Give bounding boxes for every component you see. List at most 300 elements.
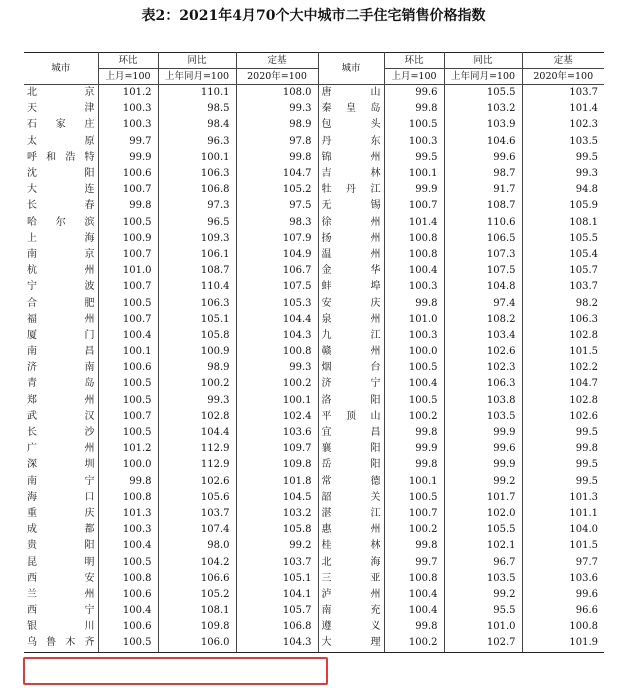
yoy-value-right: 108.2: [444, 312, 522, 328]
mom-value-right: 101.0: [384, 312, 444, 328]
mom-value-left: 100.6: [98, 619, 158, 635]
mom-value-right: 100.5: [384, 360, 444, 376]
yoy-value-left: 97.3: [158, 198, 236, 214]
city-name-right: 遵 义: [318, 619, 384, 635]
fixed-value-left: 104.3: [236, 328, 318, 344]
fixed-value-left: 98.9: [236, 117, 318, 133]
mom-value-left: 100.3: [98, 522, 158, 538]
mom-value-left: 100.8: [98, 571, 158, 587]
header-mom-base-right: 上月=100: [384, 69, 444, 85]
yoy-value-left: 106.6: [158, 571, 236, 587]
city-name-left: 石家庄: [24, 117, 98, 133]
fixed-value-right: 102.6: [569, 410, 598, 422]
table-row: [24, 312, 604, 328]
yoy-value-left: 102.6: [158, 474, 236, 490]
fixed-value-left: 103.7: [236, 554, 318, 570]
fixed-value-left: 104.7: [236, 166, 318, 182]
mom-value-left: 99.8: [98, 198, 158, 214]
city-name-right: 烟 台: [318, 360, 384, 376]
fixed-value-left: 104.5: [236, 490, 318, 506]
fixed-value-right: 102.8: [569, 394, 598, 406]
table-body: [24, 85, 604, 653]
yoy-value-right: 103.9: [444, 117, 522, 133]
yoy-value-right: 99.2: [444, 474, 522, 490]
fixed-value-left: 99.3: [236, 360, 318, 376]
table-row: [24, 571, 604, 587]
fixed-value-left: 106.7: [236, 263, 318, 279]
fixed-value-left: 102.4: [236, 409, 318, 425]
mom-value-left: 100.1: [98, 344, 158, 360]
yoy-value-right: 105.5: [444, 522, 522, 538]
yoy-value-right: 103.8: [444, 393, 522, 409]
fixed-value-left: 100.1: [236, 393, 318, 409]
fixed-value-left: 107.9: [236, 231, 318, 247]
mom-value-left: 100.5: [98, 425, 158, 441]
header-yoy-base-left: 上年同月=100: [158, 69, 236, 85]
mom-value-right: 101.4: [384, 215, 444, 231]
city-name-right: 泸 州: [318, 587, 384, 603]
header-yoy-right: 同比: [444, 53, 522, 69]
city-name-right: 岳 阳: [318, 457, 384, 473]
fixed-value-right: 108.1: [569, 216, 598, 228]
fixed-value-left: 104.1: [236, 587, 318, 603]
city-name-left: 南 宁: [24, 474, 98, 490]
yoy-value-left: 106.0: [158, 635, 236, 652]
fixed-value-left: 105.8: [236, 522, 318, 538]
yoy-value-right: 106.5: [444, 231, 522, 247]
city-name-left: 天 津: [24, 101, 98, 117]
city-name-left: 大 连: [24, 182, 98, 198]
fixed-value-right: 94.8: [575, 184, 598, 196]
yoy-value-left: 110.1: [158, 85, 236, 102]
fixed-value-right: 102.2: [569, 362, 598, 374]
fixed-value-right: 104.7: [569, 378, 598, 390]
mom-value-right: 100.7: [384, 506, 444, 522]
fixed-value-right: 103.6: [569, 572, 598, 584]
yoy-value-left: 104.4: [158, 425, 236, 441]
table-row: [24, 117, 604, 133]
fixed-value-left: 109.8: [236, 457, 318, 473]
yoy-value-left: 105.8: [158, 328, 236, 344]
mom-value-left: 101.0: [98, 263, 158, 279]
table-row: [24, 441, 604, 457]
city-name-left: 乌鲁木齐: [24, 635, 98, 652]
city-name-left: 呼和浩特: [24, 150, 98, 166]
mom-value-left: 100.5: [98, 393, 158, 409]
yoy-value-right: 99.2: [444, 587, 522, 603]
table-row: [24, 328, 604, 344]
table-row: [24, 393, 604, 409]
mom-value-left: 99.9: [98, 150, 158, 166]
yoy-value-right: 96.7: [444, 554, 522, 570]
yoy-value-right: 101.0: [444, 619, 522, 635]
fixed-value-left: 105.3: [236, 295, 318, 311]
city-name-left: 武 汉: [24, 409, 98, 425]
mom-value-left: 100.5: [98, 635, 158, 652]
city-name-left: 银 川: [24, 619, 98, 635]
yoy-value-left: 99.3: [158, 393, 236, 409]
city-name-left: 厦 门: [24, 328, 98, 344]
mom-value-left: 100.4: [98, 538, 158, 554]
yoy-value-right: 108.7: [444, 198, 522, 214]
table-row: [24, 587, 604, 603]
highlight-box: [23, 657, 328, 685]
city-name-right: 吉 林: [318, 166, 384, 182]
yoy-value-left: 98.9: [158, 360, 236, 376]
table-row: [24, 506, 604, 522]
city-name-right: 温 州: [318, 247, 384, 263]
city-name-right: 泉 州: [318, 312, 384, 328]
mom-value-left: 100.4: [98, 328, 158, 344]
yoy-value-right: 102.1: [444, 538, 522, 554]
city-name-right: 襄 阳: [318, 441, 384, 457]
table-row: [24, 474, 604, 490]
fixed-value-left: 105.1: [236, 571, 318, 587]
yoy-value-right: 107.3: [444, 247, 522, 263]
fixed-value-right: 96.6: [575, 605, 598, 617]
header-row-top: [24, 53, 604, 69]
yoy-value-left: 100.1: [158, 150, 236, 166]
city-name-right: 桂 林: [318, 538, 384, 554]
mom-value-right: 100.5: [384, 117, 444, 133]
city-name-left: 合 肥: [24, 295, 98, 311]
city-name-left: 郑 州: [24, 393, 98, 409]
fixed-value-left: 99.2: [236, 538, 318, 554]
fixed-value-right: 105.5: [569, 232, 598, 244]
header-mom-left: 环比: [98, 53, 158, 69]
table-row: [24, 295, 604, 311]
header-mom-base-left: 上月=100: [98, 69, 158, 85]
mom-value-left: 100.6: [98, 166, 158, 182]
mom-value-right: 100.5: [384, 490, 444, 506]
mom-value-right: 100.4: [384, 376, 444, 392]
yoy-value-right: 102.7: [444, 635, 522, 652]
yoy-value-left: 106.3: [158, 295, 236, 311]
yoy-value-left: 100.2: [158, 376, 236, 392]
city-name-left: 杭 州: [24, 263, 98, 279]
fixed-value-right: 101.3: [569, 491, 598, 503]
fixed-value-left: 106.8: [236, 619, 318, 635]
yoy-value-left: 107.4: [158, 522, 236, 538]
table-row: [24, 166, 604, 182]
table-row: [24, 490, 604, 506]
mom-value-right: 100.1: [384, 166, 444, 182]
mom-value-left: 100.4: [98, 603, 158, 619]
fixed-value-right: 105.4: [569, 248, 598, 260]
fixed-value-right: 102.3: [569, 119, 598, 131]
city-name-left: 西 宁: [24, 603, 98, 619]
fixed-value-right: 103.7: [569, 87, 598, 99]
fixed-value-right: 100.8: [569, 621, 598, 633]
table-row: [24, 85, 604, 102]
yoy-value-right: 103.2: [444, 101, 522, 117]
mom-value-left: 100.7: [98, 312, 158, 328]
mom-value-right: 100.8: [384, 247, 444, 263]
city-name-left: 太 原: [24, 134, 98, 150]
city-name-left: 海 口: [24, 490, 98, 506]
mom-value-left: 100.5: [98, 554, 158, 570]
table-row: [24, 231, 604, 247]
header-city-left: 城市: [24, 53, 98, 85]
fixed-value-right: 101.1: [569, 507, 598, 519]
mom-value-left: 99.7: [98, 134, 158, 150]
mom-value-right: 99.8: [384, 295, 444, 311]
table-row: [24, 182, 604, 198]
yoy-value-right: 103.5: [444, 409, 522, 425]
city-name-left: 上 海: [24, 231, 98, 247]
fixed-value-right: 105.7: [569, 265, 598, 277]
yoy-value-right: 105.5: [444, 85, 522, 102]
fixed-value-left: 97.5: [236, 198, 318, 214]
city-name-left: 重 庆: [24, 506, 98, 522]
fixed-value-right: 99.5: [575, 427, 598, 439]
mom-value-right: 100.4: [384, 263, 444, 279]
mom-value-left: 100.6: [98, 587, 158, 603]
yoy-value-right: 97.4: [444, 295, 522, 311]
yoy-value-right: 99.6: [444, 441, 522, 457]
fixed-value-right: 99.8: [575, 443, 598, 455]
mom-value-right: 100.2: [384, 522, 444, 538]
fixed-value-right: 97.7: [575, 556, 598, 568]
yoy-value-right: 98.7: [444, 166, 522, 182]
city-name-right: 常 德: [318, 474, 384, 490]
fixed-value-left: 103.6: [236, 425, 318, 441]
city-name-left: 长 沙: [24, 425, 98, 441]
city-name-right: 包 头: [318, 117, 384, 133]
fixed-value-right: 102.8: [569, 329, 598, 341]
city-name-right: 金 华: [318, 263, 384, 279]
yoy-value-left: 105.1: [158, 312, 236, 328]
fixed-value-right: 103.7: [569, 281, 598, 293]
mom-value-left: 101.2: [98, 441, 158, 457]
mom-value-right: 100.0: [384, 344, 444, 360]
header-yoy-left: 同比: [158, 53, 236, 69]
yoy-value-left: 98.5: [158, 101, 236, 117]
header-mom-right: 环比: [384, 53, 444, 69]
mom-value-right: 100.1: [384, 474, 444, 490]
mom-value-right: 99.8: [384, 619, 444, 635]
table-row: [24, 101, 604, 117]
yoy-value-right: 107.5: [444, 263, 522, 279]
mom-value-right: 100.3: [384, 279, 444, 295]
fixed-value-left: 104.9: [236, 247, 318, 263]
mom-value-right: 100.2: [384, 635, 444, 652]
mom-value-left: 100.5: [98, 215, 158, 231]
yoy-value-left: 108.1: [158, 603, 236, 619]
yoy-value-left: 109.8: [158, 619, 236, 635]
table-row: [24, 198, 604, 214]
mom-value-right: 100.2: [384, 409, 444, 425]
table-row: [24, 619, 604, 635]
table-row: [24, 360, 604, 376]
yoy-value-right: 104.6: [444, 134, 522, 150]
yoy-value-left: 102.8: [158, 409, 236, 425]
city-name-left: 宁 波: [24, 279, 98, 295]
fixed-value-left: 101.8: [236, 474, 318, 490]
yoy-value-left: 105.2: [158, 587, 236, 603]
mom-value-right: 99.9: [384, 182, 444, 198]
city-name-right: 牡丹江: [318, 182, 384, 198]
mom-value-right: 100.8: [384, 571, 444, 587]
city-name-left: 长 春: [24, 198, 98, 214]
table-row: [24, 134, 604, 150]
mom-value-right: 99.7: [384, 554, 444, 570]
yoy-value-right: 106.3: [444, 376, 522, 392]
table-row: [24, 603, 604, 619]
fixed-value-right: 99.5: [575, 475, 598, 487]
city-name-right: 蚌 埠: [318, 279, 384, 295]
yoy-value-right: 102.3: [444, 360, 522, 376]
yoy-value-right: 99.9: [444, 457, 522, 473]
yoy-value-left: 106.3: [158, 166, 236, 182]
yoy-value-left: 106.8: [158, 182, 236, 198]
fixed-value-left: 99.3: [236, 101, 318, 117]
city-name-left: 贵 阳: [24, 538, 98, 554]
fixed-value-left: 98.3: [236, 215, 318, 231]
city-name-left: 北 京: [24, 85, 98, 102]
city-name-left: 沈 阳: [24, 166, 98, 182]
table-row: [24, 635, 604, 652]
mom-value-left: 100.7: [98, 409, 158, 425]
fixed-value-right: 98.2: [575, 297, 598, 309]
mom-value-right: 99.8: [384, 425, 444, 441]
yoy-value-left: 104.2: [158, 554, 236, 570]
city-name-left: 南 昌: [24, 344, 98, 360]
header-yoy-base-right: 上年同月=100: [444, 69, 522, 85]
mom-value-right: 100.8: [384, 231, 444, 247]
yoy-value-right: 102.0: [444, 506, 522, 522]
table-row: [24, 554, 604, 570]
mom-value-left: 100.5: [98, 376, 158, 392]
yoy-value-left: 112.9: [158, 441, 236, 457]
fixed-value-right: 101.9: [522, 635, 604, 652]
mom-value-right: 100.3: [384, 134, 444, 150]
yoy-value-left: 106.1: [158, 247, 236, 263]
fixed-value-right: 99.6: [575, 588, 598, 600]
mom-value-left: 100.9: [98, 231, 158, 247]
table-row: [24, 376, 604, 392]
yoy-value-left: 109.3: [158, 231, 236, 247]
header-city-right: 城市: [318, 53, 384, 85]
city-name-left: 济 南: [24, 360, 98, 376]
mom-value-right: 100.3: [384, 328, 444, 344]
yoy-value-left: 112.9: [158, 457, 236, 473]
table-row: [24, 344, 604, 360]
fixed-value-right: 99.3: [575, 168, 598, 180]
yoy-value-right: 103.5: [444, 571, 522, 587]
mom-value-right: 100.4: [384, 603, 444, 619]
table-row: [24, 279, 604, 295]
table-row: [24, 425, 604, 441]
fixed-value-right: 104.0: [569, 524, 598, 536]
city-name-left: 兰 州: [24, 587, 98, 603]
city-name-left: 福 州: [24, 312, 98, 328]
city-name-right: 洛 阳: [318, 393, 384, 409]
fixed-value-left: 108.0: [236, 85, 318, 102]
mom-value-left: 101.2: [98, 85, 158, 102]
yoy-value-left: 100.9: [158, 344, 236, 360]
fixed-value-left: 100.8: [236, 344, 318, 360]
price-index-table: [24, 52, 604, 653]
table-row: [24, 522, 604, 538]
city-name-left: 青 岛: [24, 376, 98, 392]
table-row: [24, 215, 604, 231]
city-name-right: 秦皇岛: [318, 101, 384, 117]
city-name-right: 三 亚: [318, 571, 384, 587]
yoy-value-right: 95.5: [444, 603, 522, 619]
city-name-right: 丹 东: [318, 134, 384, 150]
mom-value-left: 100.6: [98, 360, 158, 376]
fixed-value-left: 104.4: [236, 312, 318, 328]
fixed-value-right: 101.4: [569, 103, 598, 115]
mom-value-right: 99.8: [384, 538, 444, 554]
yoy-value-right: 103.4: [444, 328, 522, 344]
table-row: [24, 263, 604, 279]
header-fixed-left: 定基: [236, 53, 318, 69]
fixed-value-left: 107.5: [236, 279, 318, 295]
city-name-right: 平顶山: [318, 409, 384, 425]
city-name-right: 大 理: [318, 635, 384, 652]
yoy-value-left: 96.3: [158, 134, 236, 150]
city-name-left: 成 都: [24, 522, 98, 538]
city-name-right: 无 锡: [318, 198, 384, 214]
fixed-value-right: 99.5: [575, 459, 598, 471]
yoy-value-right: 101.7: [444, 490, 522, 506]
table-row: [24, 150, 604, 166]
fixed-value-left: 97.8: [236, 134, 318, 150]
yoy-value-right: 91.7: [444, 182, 522, 198]
yoy-value-right: 99.9: [444, 425, 522, 441]
mom-value-right: 100.7: [384, 198, 444, 214]
fixed-value-right: 105.9: [569, 200, 598, 212]
yoy-value-left: 110.4: [158, 279, 236, 295]
fixed-value-left: 99.8: [236, 150, 318, 166]
city-name-right: 北 海: [318, 554, 384, 570]
header-fixed-right: 定基: [522, 53, 604, 69]
city-name-right: 唐 山: [318, 85, 384, 102]
city-name-right: 韶 关: [318, 490, 384, 506]
mom-value-right: 99.6: [384, 85, 444, 102]
yoy-value-left: 105.6: [158, 490, 236, 506]
header-fixed-base-right: 2020年=100: [522, 69, 604, 85]
city-name-right: 徐 州: [318, 215, 384, 231]
city-name-right: 九 江: [318, 328, 384, 344]
city-name-right: 赣 州: [318, 344, 384, 360]
table-row: [24, 538, 604, 554]
header-fixed-base-left: 2020年=100: [236, 69, 318, 85]
table-row: [24, 247, 604, 263]
fixed-value-right: 99.5: [575, 151, 598, 163]
fixed-value-left: 104.3: [236, 635, 318, 652]
yoy-value-left: 96.5: [158, 215, 236, 231]
mom-value-left: 100.7: [98, 182, 158, 198]
mom-value-left: 100.5: [98, 295, 158, 311]
city-name-left: 广 州: [24, 441, 98, 457]
mom-value-left: 100.7: [98, 247, 158, 263]
city-name-left: 西 安: [24, 571, 98, 587]
mom-value-left: 100.3: [98, 117, 158, 133]
fixed-value-left: 105.7: [236, 603, 318, 619]
fixed-value-right: 101.5: [569, 346, 598, 358]
table-row: [24, 457, 604, 473]
city-name-right: 惠 州: [318, 522, 384, 538]
city-name-left: 深 圳: [24, 457, 98, 473]
city-name-right: 南 充: [318, 603, 384, 619]
city-name-right: 济 宁: [318, 376, 384, 392]
city-name-right: 安 庆: [318, 295, 384, 311]
mom-value-right: 100.5: [384, 393, 444, 409]
mom-value-right: 99.8: [384, 101, 444, 117]
